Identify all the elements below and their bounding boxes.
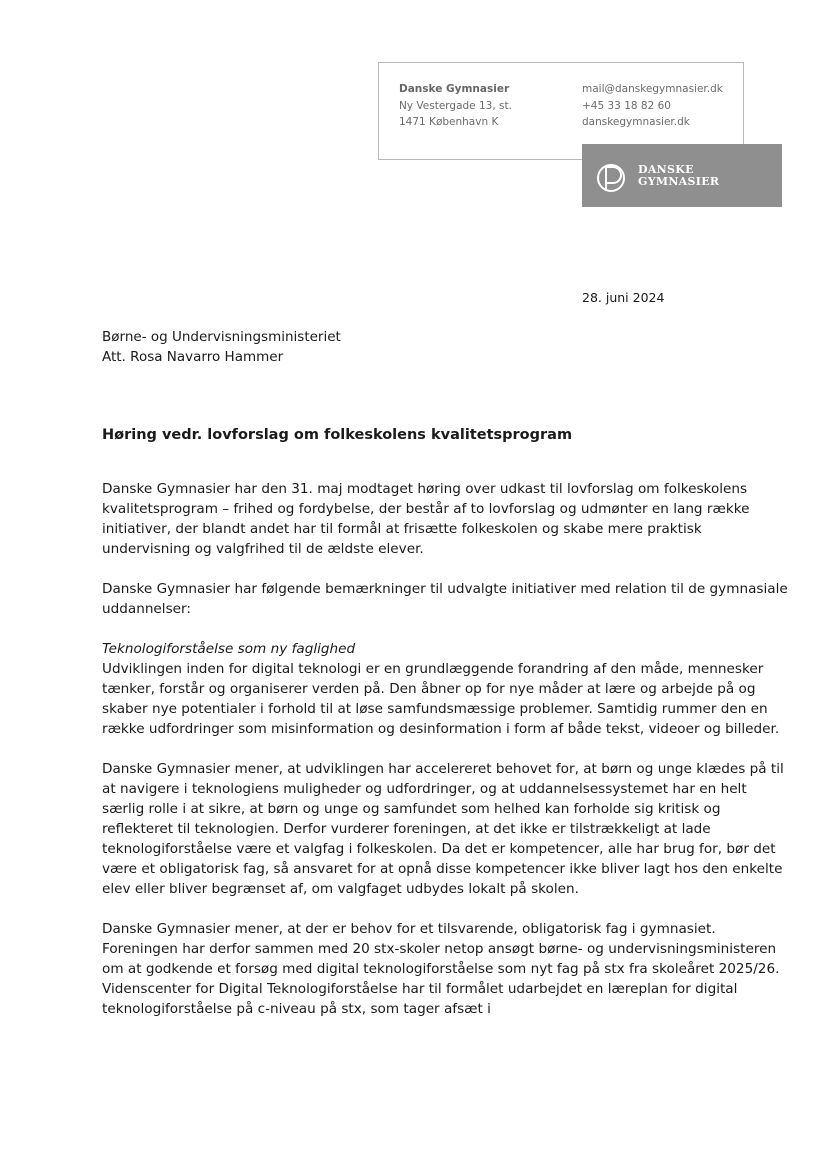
recipient-organization: Børne- og Undervisningsministeriet [102,329,341,345]
logo [582,144,782,207]
address-line-1: Ny Vestergade 13, st. [399,99,512,112]
paragraph-intro: Danske Gymnasier har den 31. maj modtaget høring over udkast til lovforslag om folkeskolens kvalitetsprogram – frihed og fordybelse, der består af to lovforslag og udmønter en lang række initiativer, der blandt andet har til formål at frisætte folkeskolen og skabe mere praktisk undervisning og valgfrihed til de ældste elever. [102,481,750,557]
org-address-block [399,81,512,131]
recipient-attention: Att. Rosa Navarro Hammer [102,349,284,365]
email-link[interactable]: mail@danskegymnasier.dk [582,83,723,95]
paragraph-remarks: Danske Gymnasier har følgende bemærkninger til udvalgte initiativer med relation til de gymnasiale uddannelser: [102,581,788,617]
logo-wordmark [638,164,719,188]
recipient-block [102,327,341,367]
website-link[interactable]: danskegymnasier.dk [582,116,690,128]
phone-number: +45 33 18 82 60 [582,99,671,112]
paragraph-opinion: Danske Gymnasier mener, at udviklingen har accelereret behovet for, at børn og unge klædes på til at navigere i teknologiens muligheder og udfordringer, og at uddannelsessystemet har en helt særlig rolle i at sikre, at børn og unge og samfundet som helhed kan forholde sig kritisk og reflekteret til teknologien. Derfor vurderer foreningen, at det ikke er tilstrækkeligt at lade teknologiforståelse være et valgfag i folkeskolen. Da det er kompetencer, alle har brug for, bør det være et obligatorisk fag, så ansvaret for at opnå disse kompetencer ikke bliver lagt hos den enkelte elev eller bliver begrænset af, om valgfaget udbydes lokalt på skolen. [102,761,784,897]
letter-body [102,479,792,1039]
logo-line-2: GYMNASIER [638,175,720,188]
section-heading: Teknologiforståelse som ny faglighed [102,641,356,657]
logo-line-1: DANSKE [638,163,694,176]
paragraph-trial: Danske Gymnasier mener, at der er behov for et tilsvarende, obligatorisk fag i gymnasiet. Foreningen har derfor sammen med 20 stx-skoler netop ansøgt børne- og undervisningsministeren om at godkende et forsøg med digital teknologiforståelse som nyt fag på stx fra skoleåret 2025/26. Videnscenter for Digital Teknologiforståelse har til formålet udarbejdet en læreplan for digital teknologiforståelse på c-niveau på stx, som tager afsæt i [102,921,780,1017]
paragraph-technology: Udviklingen inden for digital teknologi er en grundlæggende forandring af den måde, mennesker tænker, forstår og organiserer verden på. Den åbner op for nye måder at lære og arbejde på og skaber nye potentialer i forhold til at løse samfundsmæssige problemer. Samtidig rummer den en række udfordringer som misinformation og desinformation i form af både tekst, videoer og billeder. [102,661,780,737]
letter-subject: Høring vedr. lovforslag om folkeskolens kvalitetsprogram [102,427,573,443]
letter-date: 28. juni 2024 [582,290,665,305]
org-name: Danske Gymnasier [399,83,510,95]
danske-gymnasier-logo-icon [592,159,632,195]
contact-block [582,81,723,131]
address-line-2: 1471 København K [399,116,499,128]
